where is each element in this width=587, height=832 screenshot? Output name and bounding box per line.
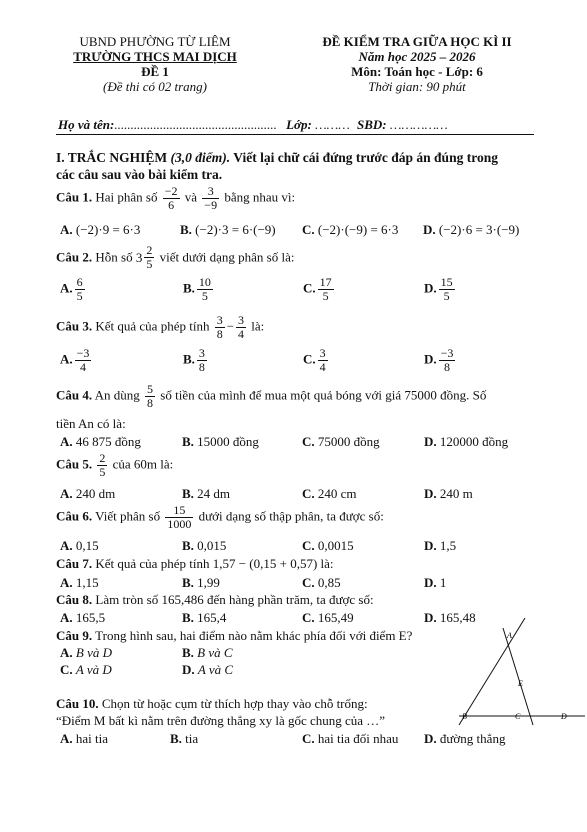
student-info-line (58, 117, 448, 133)
header-school: TRƯỜNG THCS MAI DỊCH (73, 49, 237, 64)
header-exam-title: ĐỀ KIỂM TRA GIỮA HỌC KÌ II (322, 34, 512, 49)
q3-option-c (303, 347, 330, 374)
figure-label-a: A (507, 631, 512, 640)
q2-whole: 3 (135, 249, 143, 265)
q1-option-d (423, 222, 519, 238)
q1-text: Hai phân số (92, 189, 158, 205)
name-dots: .................................................. (114, 117, 277, 132)
q3-option-a (60, 347, 93, 374)
q10-d-letter: D. (424, 731, 437, 746)
q1-and: và (184, 189, 198, 205)
q9-d-letter: D. (182, 662, 195, 677)
q3-b-frac (197, 347, 207, 374)
q4-b-text: 15000 đồng (197, 434, 259, 449)
figure-label-d: D (561, 712, 567, 721)
q8-b-letter: B. (182, 610, 194, 625)
q1-f1-num: −2 (164, 184, 178, 198)
header-exam-code: ĐỀ 1 (141, 64, 169, 79)
q2-mixed-frac (144, 244, 154, 271)
q10-a-text: hai tia (75, 731, 109, 746)
q1-fraction-2 (202, 185, 219, 212)
q3-b-letter: B. (183, 351, 195, 367)
figure-label-c: C (515, 712, 521, 721)
q2-num: 2 (146, 243, 153, 257)
q1-a-letter: A. (60, 222, 73, 237)
q5-c-letter: C. (302, 486, 315, 501)
q3-option-b (183, 347, 209, 374)
q10-b-text: tia (185, 731, 199, 746)
q1-option-a (60, 222, 140, 238)
q10-d-text: đường thẳng (439, 731, 506, 746)
q6-option-b (182, 538, 226, 554)
header-org: UBND PHƯỜNG TỪ LIÊM (79, 34, 231, 49)
q5-a-text: 240 dm (75, 486, 116, 501)
q2-option-d (424, 276, 457, 303)
q2-a-num: 6 (76, 275, 83, 289)
q3-d-den: 8 (444, 360, 451, 374)
q4-c-letter: C. (302, 434, 315, 449)
q5-d-text: 240 m (439, 486, 473, 501)
q8-option-a (60, 610, 105, 626)
q3-a-frac (75, 347, 92, 374)
q1-text-b: bằng nhau vì: (224, 189, 296, 205)
q5-option-a (60, 486, 115, 502)
q3-a-den: 4 (80, 360, 87, 374)
q3-d-num: −3 (440, 346, 454, 360)
q3-text: Kết quả của phép tính (92, 318, 210, 334)
q3-label: Câu 3. (56, 318, 93, 334)
q7-b-text: 1,99 (197, 575, 220, 590)
q4-a-letter: A. (60, 434, 73, 449)
q2-text: Hỗn số (92, 249, 133, 265)
q2-label: Câu 2. (56, 249, 93, 265)
q3-d-frac (439, 347, 456, 374)
q1-option-c (302, 222, 398, 238)
q2-text-b: viết dưới dạng phân số là: (159, 249, 295, 265)
q6-b-text: 0,015 (197, 538, 227, 553)
q9-b-letter: B. (182, 645, 194, 660)
q10-b-letter: B. (170, 731, 182, 746)
q9-a-letter: A. (60, 645, 73, 660)
q7-a-text: 1,15 (75, 575, 99, 590)
q1-stem (56, 185, 295, 212)
q2-b-letter: B. (183, 280, 195, 296)
q10-option-a (60, 731, 108, 747)
q1-b-text: (−2)·3 = 6·(−9) (195, 222, 276, 237)
q4-c-text: 75000 đồng (317, 434, 380, 449)
q2-b-frac (197, 276, 213, 303)
q9-c-letter: C. (60, 662, 73, 677)
q8-label: Câu 8. (56, 592, 93, 607)
q10-stem (56, 696, 368, 712)
q9-stem (56, 628, 412, 644)
q2-option-c (303, 276, 336, 303)
q7-option-b (182, 575, 220, 591)
q5-label: Câu 5. (56, 456, 93, 472)
q4-a-text: 46 875 đồng (75, 434, 141, 449)
q7-stem (56, 556, 334, 572)
q3-text-b: là: (251, 318, 265, 334)
q5-frac (97, 452, 107, 479)
q7-c-text: 0,85 (317, 575, 341, 590)
q2-b-den: 5 (201, 289, 208, 303)
q3-option-d (424, 347, 457, 374)
q2-a-frac (75, 276, 85, 303)
q3-c-letter: C. (303, 351, 316, 367)
q8-c-letter: C. (302, 610, 315, 625)
q5-num: 2 (99, 451, 106, 465)
q1-c-text: (−2)·(−9) = 6·3 (317, 222, 399, 237)
header-school-year: Năm học 2025 – 2026 (358, 49, 476, 64)
q6-label: Câu 6. (56, 508, 93, 524)
q4-b-letter: B. (182, 434, 194, 449)
q2-a-letter: A. (60, 280, 73, 296)
q8-d-letter: D. (424, 610, 437, 625)
q4-label: Câu 4. (56, 387, 93, 403)
header-subject: Môn: Toán học - Lớp: 6 (351, 64, 483, 79)
q10-label: Câu 10. (56, 696, 99, 711)
q5-b-text: 24 dm (197, 486, 231, 501)
q7-b-letter: B. (182, 575, 194, 590)
q3-a-num: −3 (76, 346, 90, 360)
q7-a-letter: A. (60, 575, 73, 590)
q1-d-letter: D. (423, 222, 436, 237)
q7-option-a (60, 575, 99, 591)
q9-text: Trong hình sau, hai điểm nào nằm khác phía đối với điểm E? (92, 628, 413, 643)
q8-a-text: 165,5 (75, 610, 106, 625)
q7-d-text: 1 (439, 575, 447, 590)
q4-text: An dùng (92, 387, 140, 403)
q4-num: 5 (147, 382, 154, 396)
q1-a-text: (−2)·9 = 6·3 (75, 222, 141, 237)
q8-b-text: 165,4 (197, 610, 227, 625)
section-title: I. TRẮC NGHIỆM (56, 150, 168, 165)
q6-option-c (302, 538, 354, 554)
figure-label-b: B (462, 712, 467, 721)
q2-d-den: 5 (443, 289, 450, 303)
q2-c-letter: C. (303, 280, 316, 296)
q6-a-text: 0,15 (75, 538, 99, 553)
q5-d-letter: D. (424, 486, 437, 501)
q6-den: 1000 (167, 517, 192, 531)
q5-den: 5 (99, 465, 106, 479)
q9-option-a (60, 645, 112, 661)
figure-line-ac (503, 628, 533, 725)
q5-b-letter: B. (182, 486, 194, 501)
class-dots: ……… (315, 117, 350, 132)
q6-d-text: 1,5 (439, 538, 457, 553)
q3-stem (56, 314, 264, 341)
q9-c-text: A và D (75, 662, 112, 677)
q2-d-num: 15 (440, 275, 453, 289)
q2-b-num: 10 (198, 275, 211, 289)
q10-option-b (170, 731, 198, 747)
header-duration: Thời gian: 90 phút (368, 79, 466, 94)
q6-frac (165, 504, 193, 531)
q5-text-b: của 60m là: (112, 456, 174, 472)
q4-d-letter: D. (424, 434, 437, 449)
q1-option-b (180, 222, 276, 238)
q10-option-c (302, 731, 398, 747)
q4-option-b (182, 434, 259, 450)
q4-option-c (302, 434, 380, 450)
q1-f2-num: 3 (202, 185, 219, 199)
q10-c-text: hai tia đối nhau (317, 731, 399, 746)
section-instruction: Viết lại chữ cái đứng trước đáp án đúng trong (230, 150, 498, 165)
q6-text: Viết phân số (92, 508, 161, 524)
q9-b-text: B và C (197, 645, 233, 660)
geometry-figure (445, 618, 585, 730)
q5-stem (56, 452, 173, 479)
sbd-dots: …………… (389, 117, 448, 132)
q4-text-c: tiền An có là: (56, 416, 126, 431)
q3-c-num: 3 (319, 346, 326, 360)
q4-den: 8 (147, 396, 154, 410)
q10-a-letter: A. (60, 731, 73, 746)
q4-option-d (424, 434, 508, 450)
figure-line-ab (459, 618, 525, 725)
q5-option-c (302, 486, 357, 502)
q3-f2-num: 3 (238, 313, 245, 327)
q2-d-letter: D. (424, 280, 437, 296)
header-left (40, 34, 270, 94)
q1-c-letter: C. (302, 222, 315, 237)
q8-c-text: 165,49 (317, 610, 354, 625)
q3-f2-den: 4 (238, 327, 245, 341)
q7-option-c (302, 575, 341, 591)
q6-a-letter: A. (60, 538, 73, 553)
q7-c-letter: C. (302, 575, 315, 590)
q6-d-letter: D. (424, 538, 437, 553)
q1-f1-den: 6 (168, 198, 175, 212)
sbd-label: SBD: (357, 117, 387, 132)
q9-d-text: A và C (197, 662, 234, 677)
q8-d-text: 165,48 (439, 610, 476, 625)
q2-stem (56, 244, 294, 271)
q9-option-c (60, 662, 112, 678)
q9-option-d (182, 662, 233, 678)
q10-quote: “Điểm M bất kì nằm trên đường thẳng xy là gốc chung của …” (56, 713, 386, 728)
q2-mixed-number (136, 244, 157, 271)
q2-den: 5 (146, 257, 153, 271)
q8-option-b (182, 610, 226, 626)
figure-label-e: E (518, 679, 523, 688)
q1-f2-den: −9 (204, 198, 218, 212)
q4-frac (145, 383, 155, 410)
q3-f1 (215, 314, 225, 341)
q2-c-frac (318, 276, 334, 303)
q2-d-frac (439, 276, 455, 303)
q3-f1-num: 3 (216, 313, 223, 327)
q1-d-text: (−2)·6 = 3·(−9) (438, 222, 520, 237)
section-title-line (56, 150, 498, 166)
q8-text: Làm tròn số 165,486 đến hàng phần trăm, ta được số: (92, 592, 374, 607)
q3-c-den: 4 (319, 360, 326, 374)
q6-option-a (60, 538, 99, 554)
q6-num: 15 (165, 504, 193, 518)
q1-b-letter: B. (180, 222, 192, 237)
q8-option-c (302, 610, 354, 626)
q7-text: Kết quả của phép tính 1,57 − (0,15 + 0,57) là: (92, 556, 334, 571)
q2-option-b (183, 276, 215, 303)
q8-a-letter: A. (60, 610, 73, 625)
q4-option-a (60, 434, 141, 450)
q9-a-text: B và D (75, 645, 112, 660)
q8-stem (56, 592, 374, 608)
q2-c-num: 17 (319, 275, 332, 289)
q3-b-num: 3 (198, 346, 205, 360)
q5-a-letter: A. (60, 486, 73, 501)
q7-option-d (424, 575, 446, 591)
q3-c-frac (318, 347, 328, 374)
q6-option-d (424, 538, 456, 554)
q6-text-b: dưới dạng số thập phân, ta được số: (198, 508, 384, 524)
q4-text-b: số tiền của mình để mua một quả bóng với giá 75000 đồng. Số (160, 387, 487, 403)
q6-b-letter: B. (182, 538, 194, 553)
q10-text: Chọn từ hoặc cụm từ thích hợp thay vào chỗ trống: (98, 696, 368, 711)
q6-stem (56, 504, 384, 531)
q10-option-d (424, 731, 505, 747)
q1-label: Câu 1. (56, 189, 93, 205)
q2-option-a (60, 276, 87, 303)
q4-d-text: 120000 đồng (439, 434, 509, 449)
q7-label: Câu 7. (56, 556, 93, 571)
q6-c-text: 0,0015 (317, 538, 354, 553)
q10-c-letter: C. (302, 731, 315, 746)
q5-option-b (182, 486, 230, 502)
q6-c-letter: C. (302, 538, 315, 553)
q9-option-b (182, 645, 233, 661)
q3-d-letter: D. (424, 351, 437, 367)
q5-option-d (424, 486, 473, 502)
class-label: Lớp: (286, 117, 312, 132)
name-label: Họ và tên: (58, 117, 115, 132)
header-page-count: (Đề thi có 02 trang) (103, 79, 207, 94)
q3-b-den: 8 (198, 360, 205, 374)
q2-a-den: 5 (76, 289, 83, 303)
q7-d-letter: D. (424, 575, 437, 590)
divider (56, 134, 534, 135)
q3-minus: − (226, 318, 235, 334)
header-right (282, 34, 552, 94)
q1-fraction-1 (163, 185, 180, 212)
q2-c-den: 5 (322, 289, 329, 303)
q9-label: Câu 9. (56, 628, 93, 643)
q3-f2 (236, 314, 246, 341)
section-instruction-2: các câu sau vào bài kiểm tra. (56, 167, 223, 182)
q5-c-text: 240 cm (317, 486, 357, 501)
q3-a-letter: A. (60, 351, 73, 367)
q3-f1-den: 8 (216, 327, 223, 341)
section-points: (3,0 điểm). (170, 150, 231, 165)
q4-stem (56, 383, 486, 410)
